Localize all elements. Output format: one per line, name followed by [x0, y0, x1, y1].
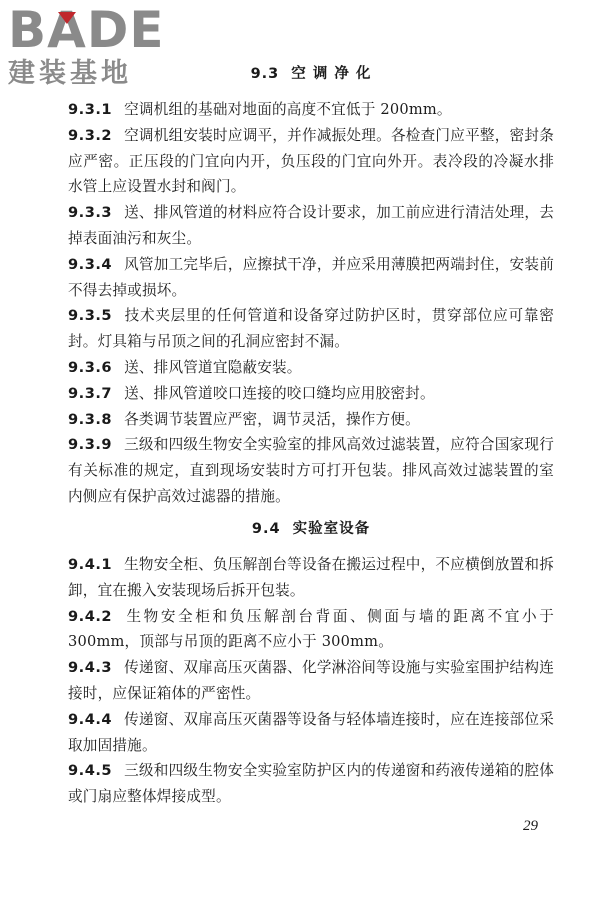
logo-subtitle: 建装基地 — [8, 58, 132, 89]
clause — [68, 97, 554, 123]
section-number: 9.3 — [250, 66, 280, 82]
section-number: 9.4 — [251, 521, 281, 537]
clause-text: 送、排风管道的材料应符合设计要求，加工前应进行清洁处理，去掉表面油污和灰尘。 — [68, 204, 554, 247]
section-title — [68, 519, 554, 539]
clause — [68, 252, 554, 304]
clause-number: 9.4.1 — [68, 556, 113, 573]
clause-number: 9.3.8 — [68, 410, 113, 428]
clause-number: 9.3.2 — [68, 126, 113, 144]
clause-text: 技术夹层里的任何管道和设备穿过防护区时，贯穿部位应可靠密封。灯具箱与吊顶之间的孔洞应密封不漏。 — [68, 307, 554, 351]
clause-number: 9.4.2 — [68, 607, 113, 625]
clause-number: 9.3.6 — [68, 358, 113, 376]
clause-number: 9.3.9 — [68, 436, 113, 454]
section-9-4-clauses — [68, 552, 554, 810]
clause-text: 空调机组的基础对地面的高度不宜低于 200mm。 — [124, 101, 452, 118]
section-title — [68, 64, 554, 84]
clause-text: 三级和四级生物安全实验室的排风高效过滤装置，应符合国家现行有关标准的规定，直到现场安装时方可打开包装。排风高效过滤装置的室内侧应有保护高效过滤器的措施。 — [68, 436, 554, 505]
clause-number: 9.3.3 — [68, 204, 113, 222]
clause-number: 9.4.3 — [68, 659, 113, 677]
clause-text: 送、排风管道咬口连接的咬口缝均应用胶密封。 — [124, 384, 435, 402]
clause — [68, 200, 554, 252]
clause — [68, 381, 554, 407]
page-number: 29 — [523, 818, 538, 834]
clause — [68, 707, 554, 759]
clause-text: 生物安全柜、负压解剖台等设备在搬运过程中，不应横倒放置和拆卸，宜在搬入安装现场后拆开包装。 — [68, 556, 554, 599]
logo-letter-b: B — [8, 1, 48, 59]
clause-text: 传递窗、双扉高压灭菌器、化学淋浴间等设施与实验室围护结构连接时，应保证箱体的严密性。 — [68, 659, 554, 702]
clause-text: 风管加工完毕后，应擦拭干净，并应采用薄膜把两端封住，安装前不得去掉或损坏。 — [68, 255, 554, 299]
clause-text: 三级和四级生物安全实验室防护区内的传递窗和药液传递箱的腔体或门扇应整体焊接成型。 — [68, 762, 554, 806]
clause-number: 9.3.7 — [68, 384, 113, 402]
clause — [68, 758, 554, 810]
clause-number: 9.3.5 — [68, 307, 113, 325]
clause-text: 各类调节装置应严密，调节灵活，操作方便。 — [124, 410, 420, 428]
clause-text: 传递窗、双扉高压灭菌器等设备与轻体墙连接时，应在连接部位采取加固措施。 — [68, 710, 554, 754]
clause-text: 空调机组安装时应调平，并作减振处理。各检查门应平整，密封条应严密。正压段的门宜向内开，负压段的门宜向外开。表冷段的冷凝水排水管上应设置水封和阀门。 — [68, 126, 554, 196]
section-name: 实验室设备 — [292, 521, 371, 537]
clause — [68, 407, 554, 433]
clause — [68, 303, 554, 355]
clause — [68, 552, 554, 604]
clause-number: 9.4.4 — [68, 710, 113, 728]
clause-number: 9.3.1 — [68, 101, 113, 118]
clause — [68, 355, 554, 381]
clause — [68, 655, 554, 707]
logo-letters-de: DE — [86, 1, 165, 59]
section-name: 空 调 净 化 — [291, 66, 372, 82]
clause-number: 9.3.4 — [68, 255, 113, 273]
section-9-3-clauses — [68, 97, 554, 510]
clause — [68, 432, 554, 509]
logo-mark — [8, 1, 180, 59]
logo-letter-a: A — [47, 1, 87, 59]
clause-number: 9.4.5 — [68, 762, 113, 780]
clause — [68, 123, 554, 200]
clause — [68, 604, 554, 656]
clause-text: 生物安全柜和负压解剖台背面、侧面与墙的距离不宜小于 300mm，顶部与吊顶的距离不应小于 300mm。 — [68, 607, 554, 651]
clause-text: 送、排风管道宜隐蔽安装。 — [124, 358, 302, 376]
